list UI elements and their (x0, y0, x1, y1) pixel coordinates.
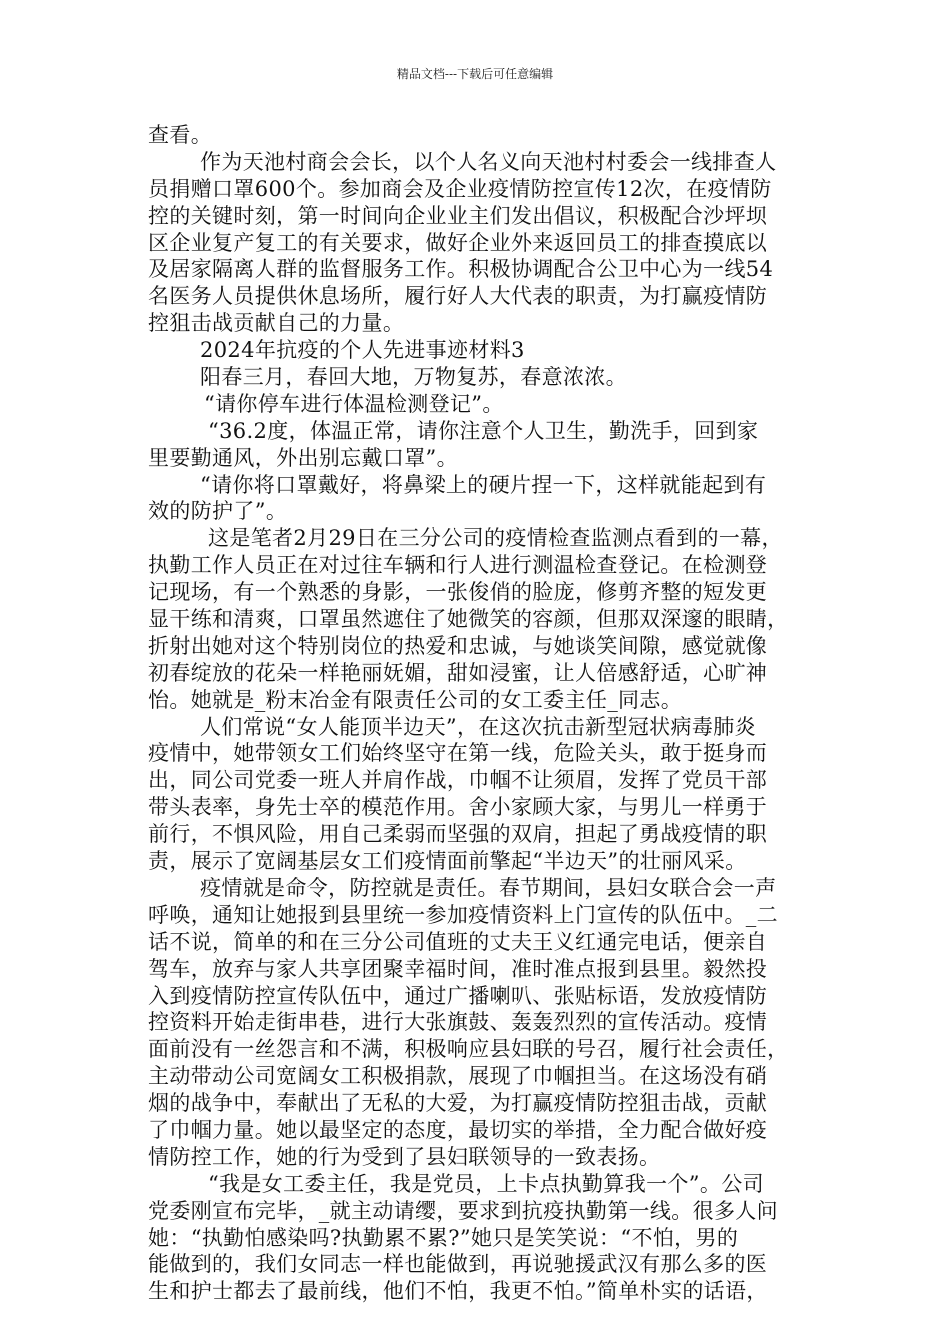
text-line: 呼唤，通知让她报到县里统一参加疫情资料上门宣传的队伍中。_二 (148, 902, 778, 927)
text-line: 及居家隔离人群的监督服务工作。积极协调配合公卫中心为一线54 (148, 257, 774, 282)
text-line: 初春绽放的花朵一样艳丽妩媚，甜如浸蜜，让人倍感舒适，心旷神 (148, 660, 768, 685)
text-line: 记现场，有一个熟悉的身影，一张俊俏的脸庞，修剪齐整的短发更 (148, 580, 768, 605)
text-line: 人们常说“女人能顶半边天”，在这次抗击新型冠状病毒肺炎 (200, 714, 756, 739)
text-line: 前行，不惧风险，用自己柔弱而坚强的双肩，担起了勇战疫情的职 (148, 822, 768, 847)
text-line: 效的防护了”。 (148, 499, 288, 524)
text-line: 了巾帼力量。她以最坚定的态度，最切实的举措，全力配合做好疫 (148, 1117, 768, 1142)
text-line: 主动带动公司宽阔女工积极捐款，展现了巾帼担当。在这场没有硝 (148, 1064, 768, 1089)
text-line: “请你停车进行体温检测登记”。 (204, 391, 504, 416)
text-line: 名医务人员提供休息场所，履行好人大代表的职责，为打赢疫情防 (148, 284, 768, 309)
text-line: 作为天池村商会会长，以个人名义向天池村村委会一线排查人 (200, 149, 777, 174)
text-line: 2024年抗疫的个人先进事迹材料3 (200, 338, 525, 363)
text-line: 折射出她对这个特别岗位的热爱和忠诚，与她谈笑间隙，感觉就像 (148, 633, 768, 658)
text-line: 怡。她就是_粉末冶金有限责任公司的女工委主任_同志。 (148, 687, 683, 712)
text-line: 烟的战争中，奉献出了无私的大爱，为打赢疫情防控狙击战，贡献 (148, 1091, 768, 1116)
text-line: 面前没有一丝怨言和不满，积极响应县妇联的号召，履行社会责任， (148, 1037, 789, 1062)
text-line: 带头表率，身先士卒的模范作用。舍小家顾大家，与男儿一样勇于 (148, 795, 768, 820)
text-line: 责，展示了宽阔基层女工们疫情面前擎起“半边天”的壮丽风采。 (148, 849, 747, 874)
text-line: 查看。 (148, 123, 213, 147)
text-line: 控狙击战贡献自己的力量。 (148, 311, 405, 336)
text-line: 驾车，放弃与家人共享团聚幸福时间，准时准点报到县里。毅然投 (148, 956, 768, 981)
text-line: 执勤工作人员正在对过往车辆和行人进行测温检查登记。在检测登 (148, 553, 768, 578)
page-header: 精品文档---下载后可任意编辑 (396, 67, 554, 81)
text-line: 党委刚宣布完毕，_就主动请缨，要求到抗疫执勤第一线。很多人问 (148, 1198, 778, 1223)
text-line: 疫情中，她带领女工们始终坚守在第一线，危险关头，敢于挺身而 (148, 741, 768, 766)
text-line: 控资料开始走街串巷，进行大张旗鼓、轰轰烈烈的宣传活动。疫情 (148, 1010, 768, 1035)
text-line: “36.2度，体温正常，请你注意个人卫生，勤洗手，回到家 (208, 418, 759, 443)
document-body (148, 122, 820, 1305)
text-line: 能做到的，我们女同志一样也能做到，再说驰援武汉有那么多的医 (148, 1252, 768, 1277)
text-line: 生和护士都去了最前线，他们不怕，我更不怕。”简单朴实的话语， (148, 1279, 768, 1304)
text-line: 入到疫情防控宣传队伍中，通过广播喇叭、张贴标语，发放疫情防 (148, 983, 768, 1008)
text-line: “请你将口罩戴好，将鼻梁上的硬片捏一下，这样就能起到有 (200, 472, 767, 497)
text-line: 这是笔者2月29日在三分公司的疫情检查监测点看到的一幕， (208, 526, 783, 551)
text-line: 阳春三月，春回大地，万物复苏，春意浓浓。 (200, 365, 627, 390)
text-line: “我是女工委主任，我是党员，上卡点执勤算我一个”。公司 (208, 1171, 764, 1196)
text-line: 区企业复产复工的有关要求，做好企业外来返回员工的排查摸底以 (148, 230, 768, 255)
text-line: 显干练和清爽，口罩虽然遮住了她微笑的容颜，但那双深邃的眼睛， (148, 607, 789, 632)
text-line: 员捐赠口罩600个。参加商会及企业疫情防控宣传12次，在疫情防 (148, 176, 772, 201)
text-line: 里要勤通风，外出别忘戴口罩”。 (148, 445, 458, 470)
text-line: 她：“执勤怕感染吗?执勤累不累?”她只是笑笑说：“不怕，男的 (148, 1225, 739, 1250)
text-line: 话不说，简单的和在三分公司值班的丈夫王义红通完电话，便亲自 (148, 929, 768, 954)
text-line: 情防控工作，她的行为受到了县妇联领导的一致表扬。 (148, 1144, 661, 1169)
text-line: 出，同公司党委一班人并肩作战，巾帼不让须眉，发挥了党员干部 (148, 768, 768, 793)
text-line: 控的关键时刻，第一时间向企业业主们发出倡议，积极配合沙坪坝 (148, 203, 768, 228)
text-line: 疫情就是命令，防控就是责任。春节期间，县妇女联合会一声 (200, 875, 777, 900)
